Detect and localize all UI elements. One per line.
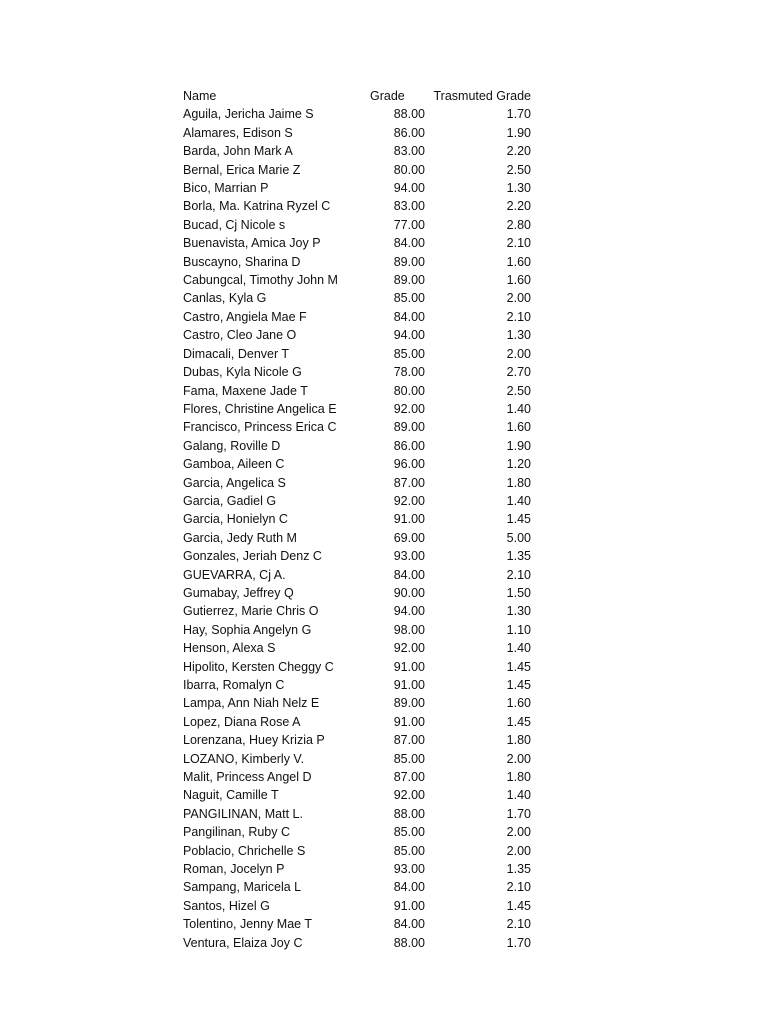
student-name: Aguila, Jericha Jaime S [183, 107, 314, 122]
student-name: Castro, Cleo Jane O [183, 328, 297, 343]
transmuted-grade-value: 1.45 [506, 659, 531, 674]
table-body [183, 105, 531, 952]
grade-value: 96.00 [393, 457, 425, 472]
transmuted-grade-value: 1.30 [506, 328, 531, 343]
student-name: Sampang, Maricela L [183, 880, 302, 895]
table-row [183, 713, 531, 731]
transmuted-grade-value: 1.70 [506, 107, 531, 122]
grade-value: 89.00 [393, 420, 425, 435]
transmuted-grade-value: 1.80 [506, 475, 531, 490]
grade-value: 80.00 [393, 162, 425, 177]
table-row [183, 363, 531, 381]
table-row [183, 639, 531, 657]
student-name: Pangilinan, Ruby C [183, 825, 291, 840]
student-name: Fama, Maxene Jade T [183, 383, 308, 398]
grade-value: 92.00 [393, 788, 425, 803]
transmuted-grade-value: 2.00 [506, 291, 531, 306]
transmuted-grade-value: 1.20 [506, 457, 531, 472]
table-row [183, 492, 531, 510]
student-name: Tolentino, Jenny Mae T [183, 917, 313, 932]
table-row [183, 694, 531, 712]
table-row [183, 234, 531, 252]
grade-value: 94.00 [393, 604, 425, 619]
grade-value: 85.00 [393, 843, 425, 858]
student-name: Alamares, Edison S [183, 125, 293, 140]
table-row [183, 179, 531, 197]
grade-value: 92.00 [393, 641, 425, 656]
grade-value: 80.00 [393, 383, 425, 398]
table-row [183, 216, 531, 234]
table-row [183, 161, 531, 179]
transmuted-grade-value: 2.10 [506, 880, 531, 895]
grade-value: 93.00 [393, 549, 425, 564]
table-row [183, 382, 531, 400]
transmuted-grade-value: 1.45 [506, 512, 531, 527]
transmuted-grade-value: 2.70 [506, 365, 531, 380]
header-name: Name [183, 89, 217, 103]
transmuted-grade-value: 1.80 [506, 770, 531, 785]
grade-value: 87.00 [393, 733, 425, 748]
student-name: Ibarra, Romalyn C [183, 678, 285, 692]
table-row [183, 584, 531, 602]
table-row [183, 915, 531, 933]
table-row [183, 197, 531, 215]
grade-value: 91.00 [393, 659, 425, 674]
grade-value: 88.00 [393, 935, 425, 950]
grade-value: 84.00 [393, 567, 425, 582]
student-name: Garcia, Gadiel G [183, 493, 277, 508]
grade-value: 87.00 [393, 770, 425, 785]
student-name: Naguit, Camille T [183, 788, 279, 803]
student-name: Lampa, Ann Niah Nelz E [183, 696, 320, 711]
grade-value: 89.00 [393, 273, 425, 288]
table-row [183, 805, 531, 823]
transmuted-grade-value: 2.10 [506, 567, 531, 582]
transmuted-grade-value: 2.00 [506, 751, 531, 766]
grade-value: 88.00 [393, 107, 425, 122]
transmuted-grade-value: 2.20 [506, 199, 531, 214]
transmuted-grade-value: 1.40 [506, 401, 531, 416]
grade-value: 86.00 [393, 438, 425, 453]
student-name: Buenavista, Amica Joy P [183, 236, 321, 251]
grade-value: 89.00 [393, 696, 425, 711]
student-name: Poblacio, Chrichelle S [183, 843, 306, 858]
transmuted-grade-value: 2.10 [506, 236, 531, 251]
transmuted-grade-value: 2.10 [506, 917, 531, 932]
grade-value: 92.00 [393, 493, 425, 508]
transmuted-grade-value: 2.00 [506, 825, 531, 840]
student-name: Galang, Roville D [183, 438, 281, 453]
transmuted-grade-value: 1.45 [506, 678, 531, 692]
table-row [183, 786, 531, 804]
transmuted-grade-value: 1.60 [506, 696, 531, 711]
transmuted-grade-value: 1.40 [506, 641, 531, 656]
student-name: Francisco, Princess Erica C [183, 420, 337, 435]
transmuted-grade-value: 1.40 [506, 788, 531, 803]
table-row [183, 602, 531, 620]
grade-value: 85.00 [393, 346, 425, 361]
grade-value: 91.00 [393, 714, 425, 729]
student-name: Ventura, Elaiza Joy C [183, 935, 303, 950]
table-row [183, 768, 531, 786]
student-name: Garcia, Angelica S [183, 475, 286, 490]
table-row [183, 124, 531, 142]
table-row [183, 400, 531, 418]
table-row [183, 842, 531, 860]
grade-value: 94.00 [393, 181, 425, 196]
grade-value: 92.00 [393, 401, 425, 416]
transmuted-grade-value: 1.50 [506, 585, 531, 600]
table-row [183, 418, 531, 436]
table-row [183, 289, 531, 307]
grade-value: 90.00 [393, 585, 425, 600]
grade-value: 91.00 [393, 898, 425, 913]
grade-value: 87.00 [393, 475, 425, 490]
grade-value: 83.00 [393, 199, 425, 214]
student-name: Gumabay, Jeffrey Q [183, 585, 294, 600]
table-row [183, 731, 531, 749]
grade-value: 85.00 [393, 291, 425, 306]
transmuted-grade-value: 1.70 [506, 935, 531, 950]
transmuted-grade-value: 2.10 [506, 309, 531, 324]
student-name: Bico, Marrian P [183, 181, 269, 196]
student-name: GUEVARRA, Cj A. [183, 567, 286, 582]
transmuted-grade-value: 1.40 [506, 493, 531, 508]
grade-value: 84.00 [393, 309, 425, 324]
student-name: Garcia, Jedy Ruth M [183, 530, 297, 545]
table-row [183, 271, 531, 289]
table-row [183, 621, 531, 639]
transmuted-grade-value: 1.35 [506, 549, 531, 564]
table-row [183, 345, 531, 363]
transmuted-grade-value: 2.00 [506, 346, 531, 361]
student-name: Malit, Princess Angel D [183, 770, 312, 785]
table-row [183, 253, 531, 271]
student-name: Flores, Christine Angelica E [183, 401, 337, 416]
grade-value: 77.00 [393, 217, 425, 232]
student-name: PANGILINAN, Matt L. [183, 806, 303, 821]
student-name: Barda, John Mark A [183, 144, 293, 159]
table-row [183, 934, 531, 952]
transmuted-grade-value: 1.90 [506, 125, 531, 140]
table-row [183, 547, 531, 565]
student-name: Castro, Angiela Mae F [183, 309, 307, 324]
table-row [183, 566, 531, 584]
transmuted-grade-value: 2.00 [506, 843, 531, 858]
grades-table [183, 87, 531, 952]
table-row [183, 474, 531, 492]
grade-value: 86.00 [393, 125, 425, 140]
grade-value: 91.00 [393, 512, 425, 527]
grade-value: 69.00 [393, 530, 425, 545]
table-row [183, 823, 531, 841]
transmuted-grade-value: 5.00 [506, 530, 531, 545]
grade-value: 98.00 [393, 622, 425, 637]
student-name: Gutierrez, Marie Chris O [183, 604, 319, 619]
transmuted-grade-value: 2.80 [506, 217, 531, 232]
transmuted-grade-value: 2.20 [506, 144, 531, 159]
student-name: Dimacali, Denver T [183, 346, 290, 361]
student-name: Lopez, Diana Rose A [183, 714, 301, 729]
grade-value: 89.00 [393, 254, 425, 269]
grade-value: 84.00 [393, 880, 425, 895]
student-name: Hay, Sophia Angelyn G [183, 622, 312, 637]
transmuted-grade-value: 1.80 [506, 733, 531, 748]
student-name: Cabungcal, Timothy John M [183, 273, 338, 288]
student-name: Borla, Ma. Katrina Ryzel C [183, 199, 331, 214]
grade-value: 94.00 [393, 328, 425, 343]
transmuted-grade-value: 1.10 [506, 622, 531, 637]
student-name: Henson, Alexa S [183, 641, 276, 656]
student-name: Bucad, Cj Nicole s [183, 217, 286, 232]
student-name: Santos, Hizel G [183, 898, 270, 913]
header-grade: Grade [370, 89, 405, 103]
header-transmuted-grade: Trasmuted Grade [433, 89, 531, 103]
table-row [183, 510, 531, 528]
transmuted-grade-value: 1.60 [506, 420, 531, 435]
transmuted-grade-value: 1.60 [506, 273, 531, 288]
transmuted-grade-value: 1.70 [506, 806, 531, 821]
grade-value: 84.00 [393, 917, 425, 932]
transmuted-grade-value: 2.50 [506, 162, 531, 177]
grade-value: 88.00 [393, 806, 425, 821]
table-row [183, 860, 531, 878]
table-row [183, 326, 531, 344]
table-row [183, 676, 531, 694]
table-row [183, 750, 531, 768]
student-name: Buscayno, Sharina D [183, 254, 301, 269]
grade-value: 93.00 [393, 862, 425, 877]
student-name: Roman, Jocelyn P [183, 862, 285, 877]
student-name: Canlas, Kyla G [183, 291, 267, 306]
student-name: Garcia, Honielyn C [183, 512, 288, 527]
student-name: Hipolito, Kersten Cheggy C [183, 659, 334, 674]
transmuted-grade-value: 1.35 [506, 862, 531, 877]
table-row [183, 437, 531, 455]
grade-value: 85.00 [393, 825, 425, 840]
student-name: Gonzales, Jeriah Denz C [183, 549, 322, 564]
transmuted-grade-value: 1.30 [506, 604, 531, 619]
student-name: Gamboa, Aileen C [183, 457, 285, 472]
table-row [183, 308, 531, 326]
transmuted-grade-value: 1.45 [506, 898, 531, 913]
transmuted-grade-value: 1.45 [506, 714, 531, 729]
table-row [183, 658, 531, 676]
student-name: Bernal, Erica Marie Z [183, 162, 301, 177]
grade-value: 91.00 [393, 678, 425, 692]
table-header-row [183, 87, 531, 105]
table-row [183, 105, 531, 123]
table-row [183, 878, 531, 896]
grade-value: 85.00 [393, 751, 425, 766]
table-row [183, 455, 531, 473]
table-row [183, 529, 531, 547]
student-name: Dubas, Kyla Nicole G [183, 365, 302, 380]
transmuted-grade-value: 1.60 [506, 254, 531, 269]
transmuted-grade-value: 2.50 [506, 383, 531, 398]
student-name: Lorenzana, Huey Krizia P [183, 733, 325, 748]
student-name: LOZANO, Kimberly V. [183, 751, 305, 766]
grade-value: 78.00 [393, 365, 425, 380]
table-row [183, 142, 531, 160]
table-row [183, 897, 531, 915]
grade-value: 83.00 [393, 144, 425, 159]
transmuted-grade-value: 1.30 [506, 181, 531, 196]
grade-value: 84.00 [393, 236, 425, 251]
transmuted-grade-value: 1.90 [506, 438, 531, 453]
